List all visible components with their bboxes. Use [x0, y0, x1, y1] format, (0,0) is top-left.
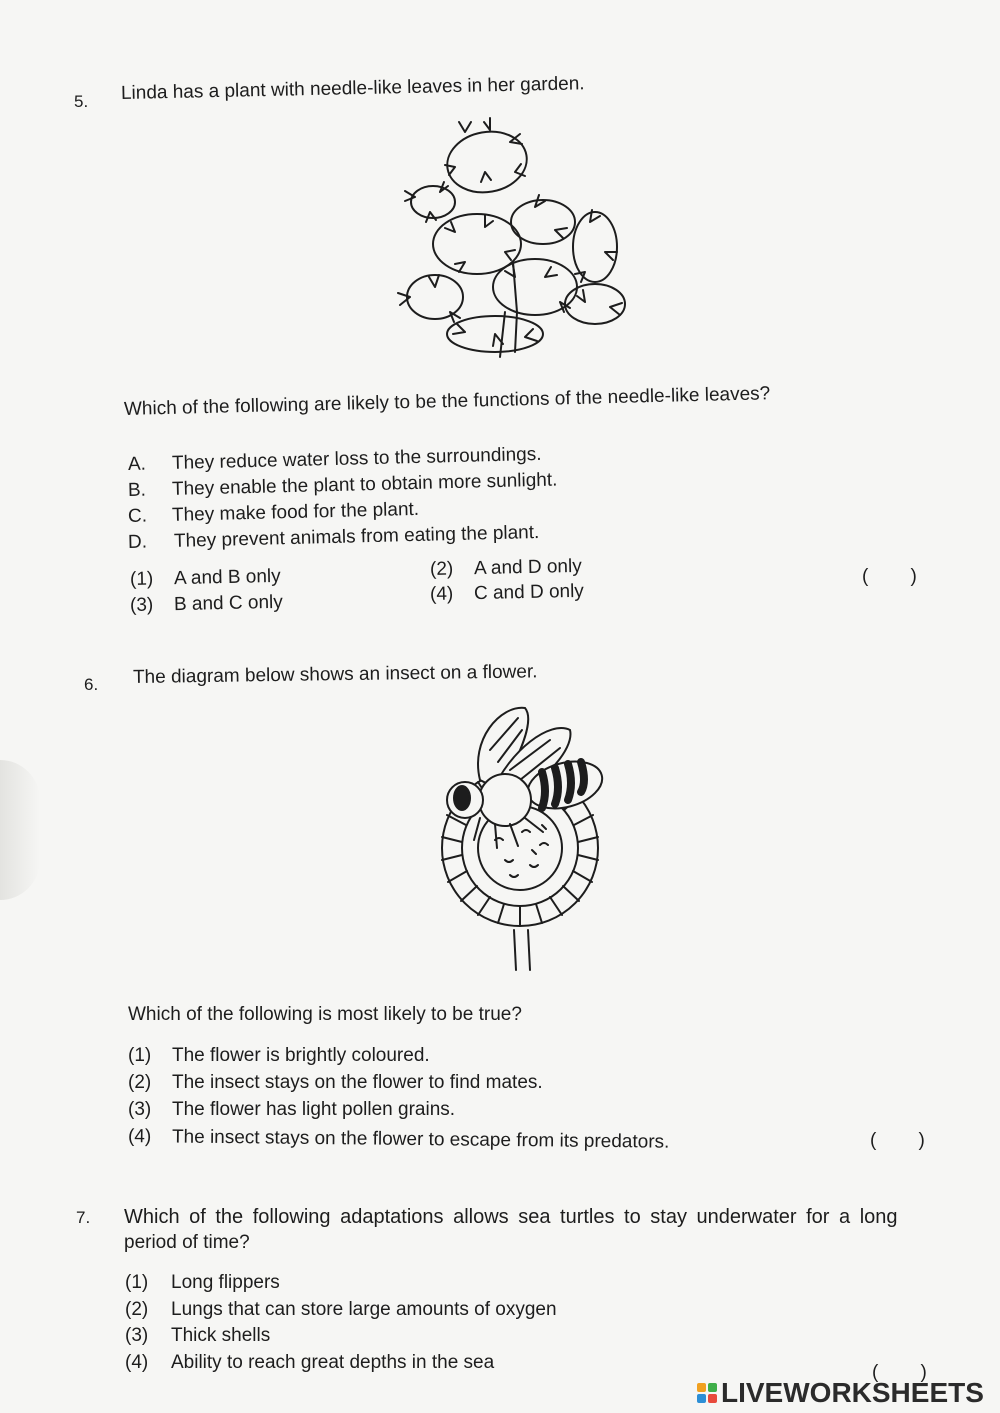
q5-option-3-num: (3): [129, 594, 154, 616]
q6-option-4-text: The insect stays on the flower to escape from its predators.: [171, 1126, 670, 1153]
liveworksheets-brand-text: LIVEWORKSHEETS: [721, 1377, 984, 1408]
q6-option-3[interactable]: [128, 1099, 456, 1120]
q7-stem-line1: Which of the following adaptations allows sea turtles to stay underwater for a long: [124, 1206, 898, 1228]
q7-option-4-num: (4): [125, 1352, 149, 1373]
q5-option-3-text: B and C only: [173, 591, 283, 616]
q5-option-4-num: (4): [429, 583, 454, 605]
q5-stem: Linda has a plant with needle-like leaves in her garden.: [120, 73, 585, 104]
statement-b-letter: B.: [127, 479, 147, 501]
statement-b-text: They enable the plant to obtain more sunlight.: [171, 469, 558, 500]
q5-option-3[interactable]: [129, 591, 283, 616]
logo-square-2: [708, 1383, 717, 1392]
statement-c-letter: C.: [127, 505, 148, 527]
q6-option-2-text: The insect stays on the flower to find mates.: [172, 1072, 543, 1093]
q5-option-1-num: (1): [129, 568, 154, 590]
q6-option-3-num: (3): [128, 1099, 152, 1120]
statement-d-text: They prevent animals from eating the plant.: [173, 521, 540, 552]
logo-square-4: [708, 1394, 717, 1403]
q6-option-1-text: The flower is brightly coloured.: [172, 1045, 430, 1066]
q7-option-4[interactable]: [125, 1352, 495, 1373]
logo-square-3: [697, 1394, 706, 1403]
page-edge-shadow: [0, 760, 40, 900]
q7-option-3-text: Thick shells: [171, 1325, 271, 1346]
q6-option-4[interactable]: [127, 1126, 670, 1153]
q5-option-4[interactable]: [429, 580, 585, 605]
q5-option-2[interactable]: [429, 555, 582, 580]
q6-prompt: Which of the following is most likely to be true?: [128, 1004, 522, 1025]
q7-option-2-num: (2): [125, 1299, 149, 1320]
q6-option-1[interactable]: [128, 1045, 430, 1066]
q6-option-4-num: (4): [127, 1126, 152, 1148]
logo-square-1: [697, 1383, 706, 1392]
q7-stem-line2: period of time?: [124, 1232, 250, 1253]
q7-option-1-num: (1): [125, 1272, 149, 1293]
q5-prompt: Which of the following are likely to be the functions of the needle-like leaves?: [123, 383, 771, 420]
q5-answer-bracket[interactable]: ( ): [862, 566, 917, 587]
liveworksheets-logo[interactable]: [697, 1378, 984, 1408]
statement-a: [127, 443, 542, 475]
statement-d: [127, 521, 540, 553]
q5-option-4-text: C and D only: [473, 580, 585, 605]
q5-option-2-num: (2): [429, 558, 454, 580]
liveworksheets-logo-mark-icon: [697, 1383, 717, 1403]
q6-number: 6.: [84, 675, 99, 694]
q5-number: 5.: [74, 92, 89, 111]
q7-option-2[interactable]: [125, 1299, 557, 1320]
q5-option-2-text: A and D only: [473, 555, 582, 580]
q6-option-1-num: (1): [128, 1045, 152, 1066]
q7-answer-bracket[interactable]: ( ): [872, 1362, 927, 1383]
q7-option-1[interactable]: [125, 1272, 280, 1293]
q7-option-4-text: Ability to reach great depths in the sea: [171, 1352, 495, 1373]
bee-on-flower-icon: [410, 700, 640, 975]
q7-option-3-num: (3): [125, 1325, 149, 1346]
statement-c: [127, 498, 420, 527]
statement-b: [127, 469, 558, 501]
q6-answer-bracket[interactable]: ( ): [870, 1130, 925, 1151]
q7-option-2-text: Lungs that can store large amounts of oxygen: [171, 1299, 557, 1320]
statement-c-text: They make food for the plant.: [171, 498, 420, 526]
statement-a-text: They reduce water loss to the surroundings.: [171, 443, 542, 474]
q6-option-2-num: (2): [128, 1072, 152, 1093]
q7-number: 7.: [76, 1208, 91, 1227]
q6-stem: The diagram below shows an insect on a flower.: [132, 661, 538, 688]
q7-option-3[interactable]: [125, 1325, 271, 1346]
cactus-icon: [395, 112, 645, 362]
statement-a-letter: A.: [127, 453, 147, 475]
statement-d-letter: D.: [127, 531, 148, 553]
q6-option-2[interactable]: [128, 1072, 543, 1093]
q5-option-1[interactable]: [129, 565, 281, 590]
q5-option-1-text: A and B only: [173, 565, 281, 590]
q6-option-3-text: The flower has light pollen grains.: [172, 1099, 456, 1120]
q7-option-1-text: Long flippers: [171, 1272, 280, 1293]
